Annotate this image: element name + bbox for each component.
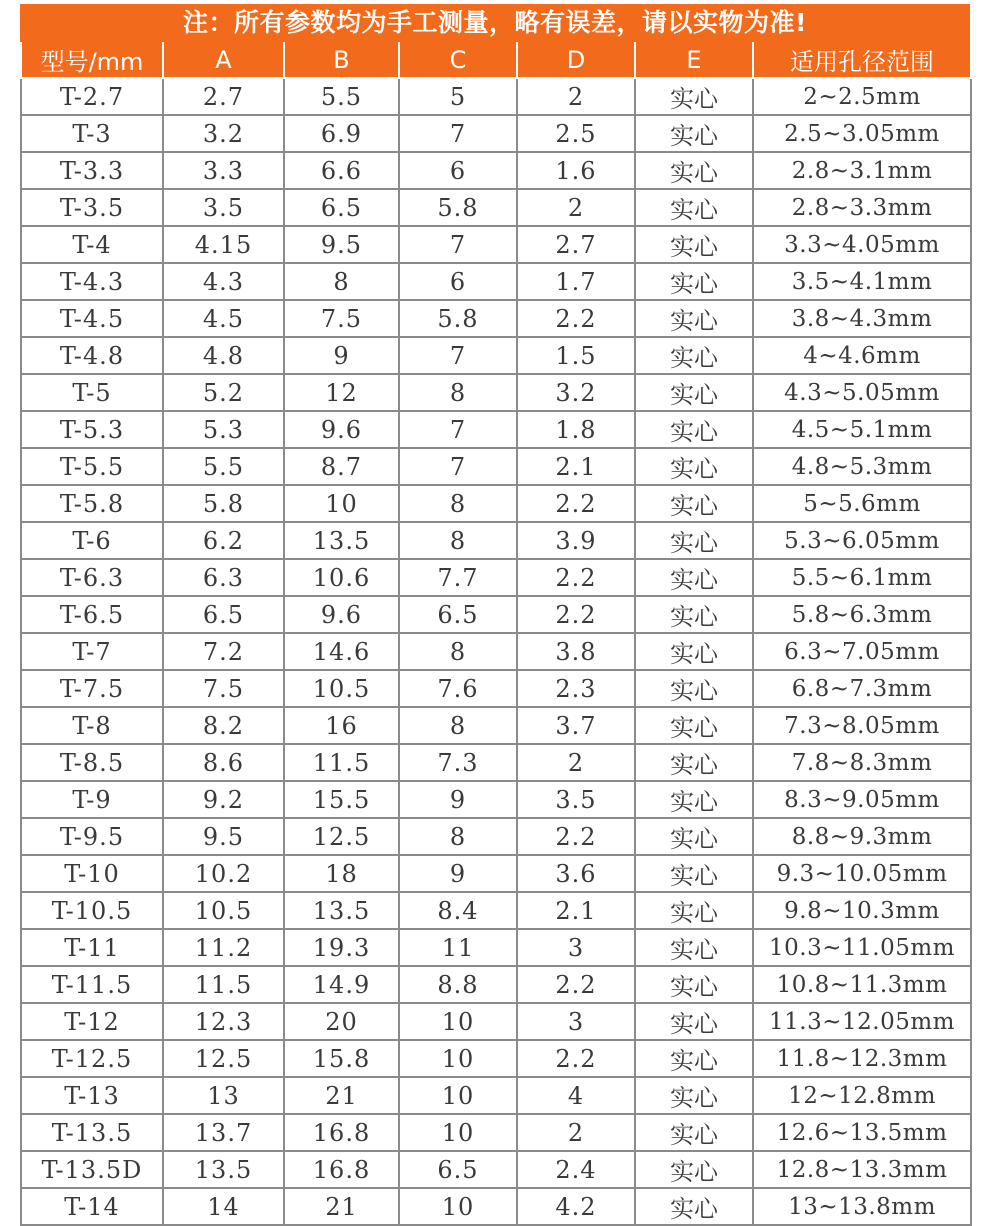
- table-row: [21, 78, 971, 115]
- cell-e: 实心: [635, 115, 753, 152]
- table-row: [21, 781, 971, 818]
- cell-d: 4: [517, 1077, 635, 1114]
- table-row: [21, 448, 971, 485]
- cell-d: 3.5: [517, 781, 635, 818]
- cell-model: T-11: [21, 929, 163, 966]
- table-row: [21, 596, 971, 633]
- table-row: [21, 263, 971, 300]
- cell-model: T-5.3: [21, 411, 163, 448]
- table-row: [21, 818, 971, 855]
- cell-c: 10: [399, 1077, 517, 1114]
- cell-model: T-14: [21, 1188, 163, 1225]
- cell-d: 3: [517, 929, 635, 966]
- cell-a: 7.5: [163, 670, 284, 707]
- cell-a: 9.2: [163, 781, 284, 818]
- table-row: [21, 374, 971, 411]
- cell-hole-range: 10.8~11.3mm: [753, 966, 971, 1003]
- cell-a: 13: [163, 1077, 284, 1114]
- cell-hole-range: 12~12.8mm: [753, 1077, 971, 1114]
- cell-e: 实心: [635, 485, 753, 522]
- cell-b: 12: [284, 374, 399, 411]
- cell-hole-range: 8.8~9.3mm: [753, 818, 971, 855]
- cell-d: 2.2: [517, 818, 635, 855]
- cell-e: 实心: [635, 966, 753, 1003]
- cell-e: 实心: [635, 78, 753, 115]
- cell-c: 8: [399, 633, 517, 670]
- cell-e: 实心: [635, 633, 753, 670]
- cell-hole-range: 7.8~8.3mm: [753, 744, 971, 781]
- table-row: [21, 115, 971, 152]
- cell-c: 8: [399, 374, 517, 411]
- cell-c: 8: [399, 485, 517, 522]
- cell-model: T-13.5D: [21, 1151, 163, 1188]
- cell-e: 实心: [635, 374, 753, 411]
- cell-model: T-3.5: [21, 189, 163, 226]
- table-row: [21, 670, 971, 707]
- cell-d: 1.5: [517, 337, 635, 374]
- cell-model: T-7: [21, 633, 163, 670]
- cell-e: 实心: [635, 1040, 753, 1077]
- cell-hole-range: 3.3~4.05mm: [753, 226, 971, 263]
- cell-hole-range: 13~13.8mm: [753, 1188, 971, 1225]
- cell-c: 7: [399, 115, 517, 152]
- cell-hole-range: 4.5~5.1mm: [753, 411, 971, 448]
- cell-a: 5.2: [163, 374, 284, 411]
- cell-b: 5.5: [284, 78, 399, 115]
- cell-hole-range: 12.6~13.5mm: [753, 1114, 971, 1151]
- cell-e: 实心: [635, 670, 753, 707]
- cell-d: 2.4: [517, 1151, 635, 1188]
- cell-b: 8: [284, 263, 399, 300]
- cell-e: 实心: [635, 818, 753, 855]
- cell-c: 7.3: [399, 744, 517, 781]
- table-row: [21, 337, 971, 374]
- cell-model: T-7.5: [21, 670, 163, 707]
- cell-e: 实心: [635, 226, 753, 263]
- table-row: [21, 1151, 971, 1188]
- cell-a: 13.7: [163, 1114, 284, 1151]
- cell-e: 实心: [635, 522, 753, 559]
- cell-model: T-12.5: [21, 1040, 163, 1077]
- cell-c: 8: [399, 522, 517, 559]
- cell-b: 14.9: [284, 966, 399, 1003]
- cell-a: 5.5: [163, 448, 284, 485]
- cell-d: 2.1: [517, 448, 635, 485]
- cell-a: 4.5: [163, 300, 284, 337]
- table-row: [21, 855, 971, 892]
- table-row: [21, 189, 971, 226]
- cell-c: 7.6: [399, 670, 517, 707]
- cell-b: 13.5: [284, 522, 399, 559]
- cell-a: 3.2: [163, 115, 284, 152]
- cell-e: 实心: [635, 892, 753, 929]
- cell-d: 2: [517, 189, 635, 226]
- cell-model: T-12: [21, 1003, 163, 1040]
- cell-d: 1.6: [517, 152, 635, 189]
- table-row: [21, 892, 971, 929]
- cell-c: 9: [399, 781, 517, 818]
- cell-d: 2: [517, 78, 635, 115]
- cell-c: 8: [399, 818, 517, 855]
- cell-b: 10: [284, 485, 399, 522]
- cell-model: T-10: [21, 855, 163, 892]
- header-hole-range: 适用孔径范围: [753, 42, 971, 78]
- cell-b: 6.5: [284, 189, 399, 226]
- cell-hole-range: 8.3~9.05mm: [753, 781, 971, 818]
- cell-b: 18: [284, 855, 399, 892]
- cell-a: 8.2: [163, 707, 284, 744]
- cell-hole-range: 9.8~10.3mm: [753, 892, 971, 929]
- cell-b: 16.8: [284, 1151, 399, 1188]
- table-row: [21, 1040, 971, 1077]
- spec-sheet: [20, 4, 970, 1226]
- cell-b: 9: [284, 337, 399, 374]
- cell-e: 实心: [635, 781, 753, 818]
- cell-c: 5: [399, 78, 517, 115]
- cell-a: 2.7: [163, 78, 284, 115]
- cell-a: 10.5: [163, 892, 284, 929]
- cell-a: 13.5: [163, 1151, 284, 1188]
- cell-c: 7: [399, 448, 517, 485]
- cell-e: 实心: [635, 189, 753, 226]
- cell-a: 9.5: [163, 818, 284, 855]
- cell-c: 6.5: [399, 1151, 517, 1188]
- cell-hole-range: 2.5~3.05mm: [753, 115, 971, 152]
- cell-hole-range: 4.3~5.05mm: [753, 374, 971, 411]
- table-row: [21, 300, 971, 337]
- cell-model: T-4.3: [21, 263, 163, 300]
- cell-d: 2: [517, 1114, 635, 1151]
- cell-hole-range: 2.8~3.3mm: [753, 189, 971, 226]
- cell-e: 实心: [635, 411, 753, 448]
- cell-c: 7: [399, 226, 517, 263]
- cell-c: 8: [399, 707, 517, 744]
- cell-c: 10: [399, 1003, 517, 1040]
- header-a: A: [163, 42, 284, 78]
- cell-b: 16.8: [284, 1114, 399, 1151]
- cell-b: 10.6: [284, 559, 399, 596]
- cell-c: 7.7: [399, 559, 517, 596]
- table-row: [21, 485, 971, 522]
- cell-b: 11.5: [284, 744, 399, 781]
- cell-hole-range: 5.5~6.1mm: [753, 559, 971, 596]
- cell-e: 实心: [635, 707, 753, 744]
- cell-d: 2.2: [517, 559, 635, 596]
- cell-b: 21: [284, 1077, 399, 1114]
- cell-e: 实心: [635, 152, 753, 189]
- cell-a: 14: [163, 1188, 284, 1225]
- cell-e: 实心: [635, 448, 753, 485]
- cell-b: 12.5: [284, 818, 399, 855]
- cell-c: 10: [399, 1114, 517, 1151]
- cell-a: 12.3: [163, 1003, 284, 1040]
- cell-e: 实心: [635, 744, 753, 781]
- cell-d: 2.7: [517, 226, 635, 263]
- cell-d: 2.2: [517, 300, 635, 337]
- cell-hole-range: 4.8~5.3mm: [753, 448, 971, 485]
- cell-model: T-8.5: [21, 744, 163, 781]
- cell-a: 11.5: [163, 966, 284, 1003]
- cell-a: 5.8: [163, 485, 284, 522]
- table-row: [21, 411, 971, 448]
- cell-hole-range: 5~5.6mm: [753, 485, 971, 522]
- cell-hole-range: 6.8~7.3mm: [753, 670, 971, 707]
- cell-b: 9.6: [284, 411, 399, 448]
- cell-hole-range: 7.3~8.05mm: [753, 707, 971, 744]
- cell-e: 实心: [635, 929, 753, 966]
- cell-model: T-10.5: [21, 892, 163, 929]
- cell-model: T-4: [21, 226, 163, 263]
- table-row: [21, 929, 971, 966]
- cell-c: 8.4: [399, 892, 517, 929]
- cell-b: 21: [284, 1188, 399, 1225]
- cell-b: 16: [284, 707, 399, 744]
- cell-c: 5.8: [399, 300, 517, 337]
- table-row: [21, 1003, 971, 1040]
- cell-hole-range: 6.3~7.05mm: [753, 633, 971, 670]
- cell-hole-range: 11.3~12.05mm: [753, 1003, 971, 1040]
- cell-hole-range: 11.8~12.3mm: [753, 1040, 971, 1077]
- cell-b: 6.9: [284, 115, 399, 152]
- cell-d: 2.3: [517, 670, 635, 707]
- cell-model: T-5: [21, 374, 163, 411]
- measurement-notice: 注：所有参数均为手工测量，略有误差，请以实物为准!: [20, 4, 970, 42]
- cell-b: 9.5: [284, 226, 399, 263]
- cell-e: 实心: [635, 263, 753, 300]
- cell-b: 9.6: [284, 596, 399, 633]
- cell-hole-range: 3.5~4.1mm: [753, 263, 971, 300]
- cell-a: 7.2: [163, 633, 284, 670]
- cell-c: 10: [399, 1188, 517, 1225]
- cell-b: 13.5: [284, 892, 399, 929]
- cell-d: 1.8: [517, 411, 635, 448]
- cell-d: 2.2: [517, 966, 635, 1003]
- cell-d: 2.2: [517, 1040, 635, 1077]
- cell-e: 实心: [635, 1151, 753, 1188]
- table-row: [21, 1077, 971, 1114]
- cell-c: 9: [399, 855, 517, 892]
- cell-e: 实心: [635, 1077, 753, 1114]
- cell-hole-range: 3.8~4.3mm: [753, 300, 971, 337]
- cell-model: T-6: [21, 522, 163, 559]
- cell-a: 6.3: [163, 559, 284, 596]
- cell-e: 实心: [635, 1188, 753, 1225]
- table-row: [21, 633, 971, 670]
- cell-model: T-5.5: [21, 448, 163, 485]
- cell-a: 10.2: [163, 855, 284, 892]
- header-d: D: [517, 42, 635, 78]
- header-b: B: [284, 42, 399, 78]
- cell-d: 2.1: [517, 892, 635, 929]
- cell-a: 8.6: [163, 744, 284, 781]
- cell-b: 15.5: [284, 781, 399, 818]
- table-row: [21, 744, 971, 781]
- cell-a: 11.2: [163, 929, 284, 966]
- cell-d: 3.2: [517, 374, 635, 411]
- cell-a: 6.5: [163, 596, 284, 633]
- cell-e: 实心: [635, 1114, 753, 1151]
- cell-model: T-6.5: [21, 596, 163, 633]
- cell-model: T-2.7: [21, 78, 163, 115]
- cell-c: 7: [399, 411, 517, 448]
- header-c: C: [399, 42, 517, 78]
- cell-d: 2: [517, 744, 635, 781]
- table-row: [21, 522, 971, 559]
- cell-b: 6.6: [284, 152, 399, 189]
- cell-e: 实心: [635, 559, 753, 596]
- cell-hole-range: 9.3~10.05mm: [753, 855, 971, 892]
- cell-hole-range: 12.8~13.3mm: [753, 1151, 971, 1188]
- cell-a: 3.5: [163, 189, 284, 226]
- cell-model: T-4.8: [21, 337, 163, 374]
- cell-e: 实心: [635, 596, 753, 633]
- cell-d: 4.2: [517, 1188, 635, 1225]
- cell-e: 实心: [635, 1003, 753, 1040]
- cell-d: 3.6: [517, 855, 635, 892]
- cell-d: 2.2: [517, 596, 635, 633]
- table-row: [21, 559, 971, 596]
- cell-b: 20: [284, 1003, 399, 1040]
- cell-d: 1.7: [517, 263, 635, 300]
- cell-a: 4.15: [163, 226, 284, 263]
- cell-e: 实心: [635, 337, 753, 374]
- cell-b: 10.5: [284, 670, 399, 707]
- cell-b: 14.6: [284, 633, 399, 670]
- cell-model: T-5.8: [21, 485, 163, 522]
- header-e: E: [635, 42, 753, 78]
- spec-table-body: [21, 78, 971, 1225]
- cell-a: 5.3: [163, 411, 284, 448]
- cell-d: 3.9: [517, 522, 635, 559]
- cell-c: 6.5: [399, 596, 517, 633]
- cell-hole-range: 2.8~3.1mm: [753, 152, 971, 189]
- cell-hole-range: 4~4.6mm: [753, 337, 971, 374]
- cell-model: T-6.3: [21, 559, 163, 596]
- cell-b: 8.7: [284, 448, 399, 485]
- cell-c: 10: [399, 1040, 517, 1077]
- cell-d: 2.5: [517, 115, 635, 152]
- cell-d: 2.2: [517, 485, 635, 522]
- cell-e: 实心: [635, 855, 753, 892]
- cell-b: 7.5: [284, 300, 399, 337]
- cell-a: 4.3: [163, 263, 284, 300]
- cell-hole-range: 5.8~6.3mm: [753, 596, 971, 633]
- spec-table: [20, 42, 972, 1226]
- cell-a: 4.8: [163, 337, 284, 374]
- cell-hole-range: 2~2.5mm: [753, 78, 971, 115]
- table-row: [21, 1114, 971, 1151]
- table-row: [21, 226, 971, 263]
- cell-d: 3.7: [517, 707, 635, 744]
- cell-model: T-13: [21, 1077, 163, 1114]
- table-row: [21, 1188, 971, 1225]
- cell-b: 15.8: [284, 1040, 399, 1077]
- cell-model: T-11.5: [21, 966, 163, 1003]
- cell-model: T-4.5: [21, 300, 163, 337]
- cell-c: 6: [399, 152, 517, 189]
- cell-a: 12.5: [163, 1040, 284, 1077]
- cell-e: 实心: [635, 300, 753, 337]
- cell-c: 8.8: [399, 966, 517, 1003]
- cell-model: T-8: [21, 707, 163, 744]
- cell-d: 3: [517, 1003, 635, 1040]
- cell-model: T-3: [21, 115, 163, 152]
- cell-a: 6.2: [163, 522, 284, 559]
- cell-a: 3.3: [163, 152, 284, 189]
- cell-model: T-9.5: [21, 818, 163, 855]
- header-model: 型号/mm: [21, 42, 163, 78]
- cell-c: 5.8: [399, 189, 517, 226]
- cell-model: T-3.3: [21, 152, 163, 189]
- cell-model: T-13.5: [21, 1114, 163, 1151]
- cell-c: 6: [399, 263, 517, 300]
- cell-hole-range: 5.3~6.05mm: [753, 522, 971, 559]
- cell-c: 11: [399, 929, 517, 966]
- cell-c: 7: [399, 337, 517, 374]
- cell-model: T-9: [21, 781, 163, 818]
- table-row: [21, 966, 971, 1003]
- cell-hole-range: 10.3~11.05mm: [753, 929, 971, 966]
- cell-b: 19.3: [284, 929, 399, 966]
- cell-d: 3.8: [517, 633, 635, 670]
- table-row: [21, 707, 971, 744]
- table-row: [21, 152, 971, 189]
- header-row: [21, 42, 971, 78]
